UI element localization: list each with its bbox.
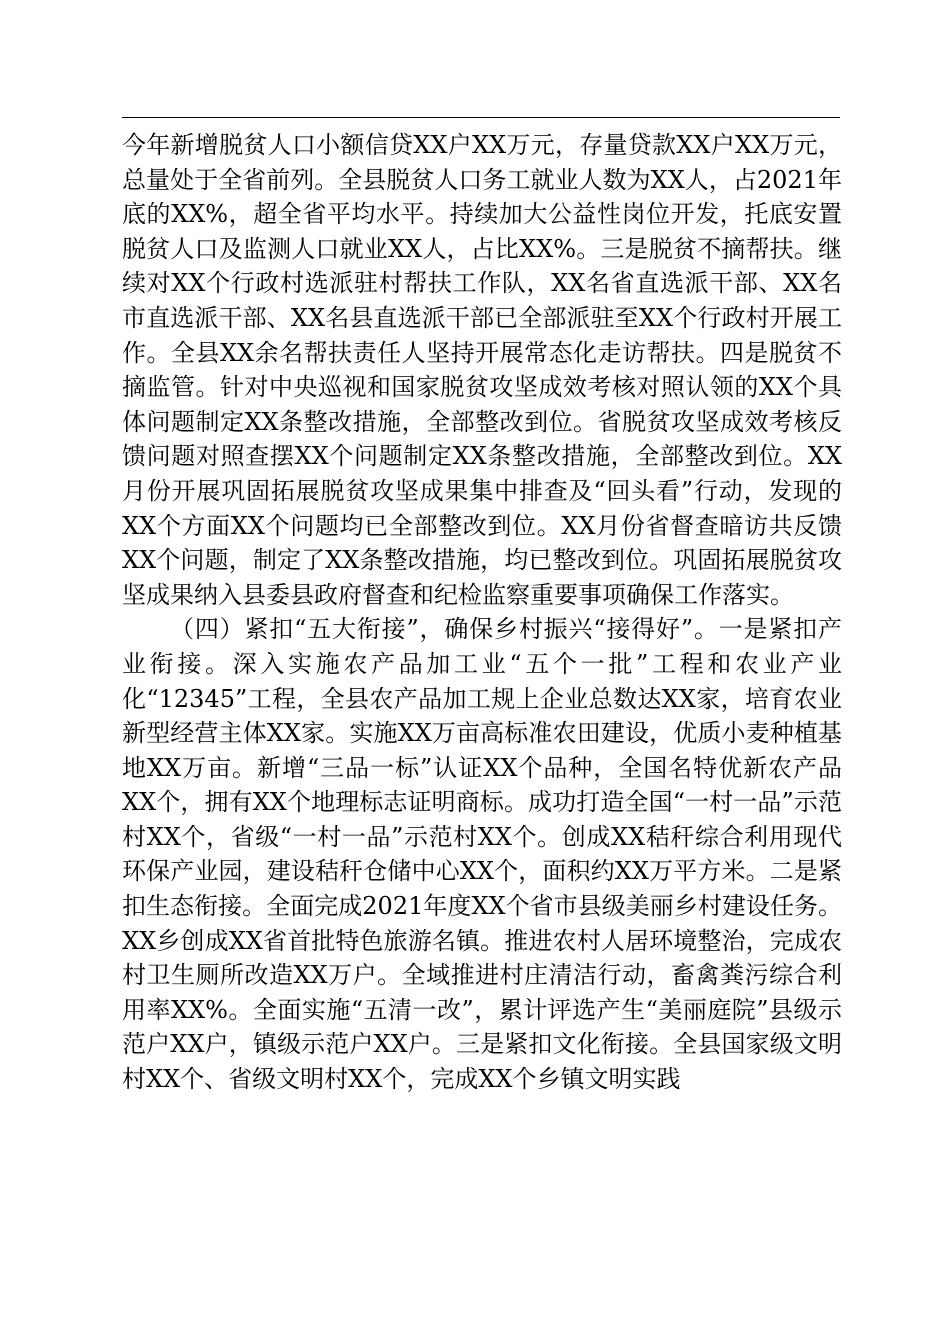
header-rule (122, 117, 840, 118)
paragraph-rural-revitalization: （四）紧扣“五大衔接”，确保乡村振兴“接得好”。一是紧扣产业衔接。深入实施农产品加工业“五个一批”工程和农业产业化“12345”工程，全县农产品加工规上企业总数达XX家，培育农业新型经营主体XX家。实施XX万亩高标准农田建设，优质小麦种植基地XX万亩。新增“三品一标”认证XX个品种，全国名特优新农产品XX个，拥有XX个地理标志证明商标。成功打造全国“一村一品”示范村XX个，省级“一村一品”示范村XX个。创成XX秸秆综合利用现代环保产业园，建设秸秆仓储中心XX个，面积约XX万平方米。二是紧扣生态衔接。全面完成2021年度XX个省市县级美丽乡村建设任务。XX乡创成XX省首批特色旅游名镇。推进农村人居环境整治，完成农村卫生厕所改造XX万户。全域推进村庄清洁行动，畜禽粪污综合利用率XX%。全面实施“五清一改”，累计评选产生“美丽庭院”县级示范户XX户，镇级示范户XX户。三是紧扣文化衔接。全县国家级文明村XX个、省级文明村XX个，完成XX个乡镇文明实践 (122, 615, 842, 1094)
paragraph-poverty-support: 今年新增脱贫人口小额信贷XX户XX万元，存量贷款XX户XX万元，总量处于全省前列。全县脱贫人口务工就业人数为XX人，占2021年底的XX%，超全省平均水平。持续加大公益性岗位开发，托底安置脱贫人口及监测人口就业XX人，占比XX%。三是脱贫不摘帮扶。继续对XX个行政村选派驻村帮扶工作队，XX名省直选派干部、XX名市直选派干部、XX名县直选派干部已全部派驻至XX个行政村开展工作。全县XX余名帮扶责任人坚持开展常态化走访帮扶。四是脱贫不摘监管。针对中央巡视和国家脱贫攻坚成效考核对照认领的XX个具体问题制定XX条整改措施，全部整改到位。省脱贫攻坚成效考核反馈问题对照查摆XX个问题制定XX条整改措施，全部整改到位。XX月份开展巩固拓展脱贫攻坚成果集中排查及“回头看”行动，发现的XX个方面XX个问题均已全部整改到位。XX月份省督查暗访共反馈XX个问题，制定了XX条整改措施，均已整改到位。巩固拓展脱贫攻坚成果纳入县委县政府督查和纪检监察重要事项确保工作落实。 (122, 131, 842, 609)
body-text (122, 128, 842, 1097)
